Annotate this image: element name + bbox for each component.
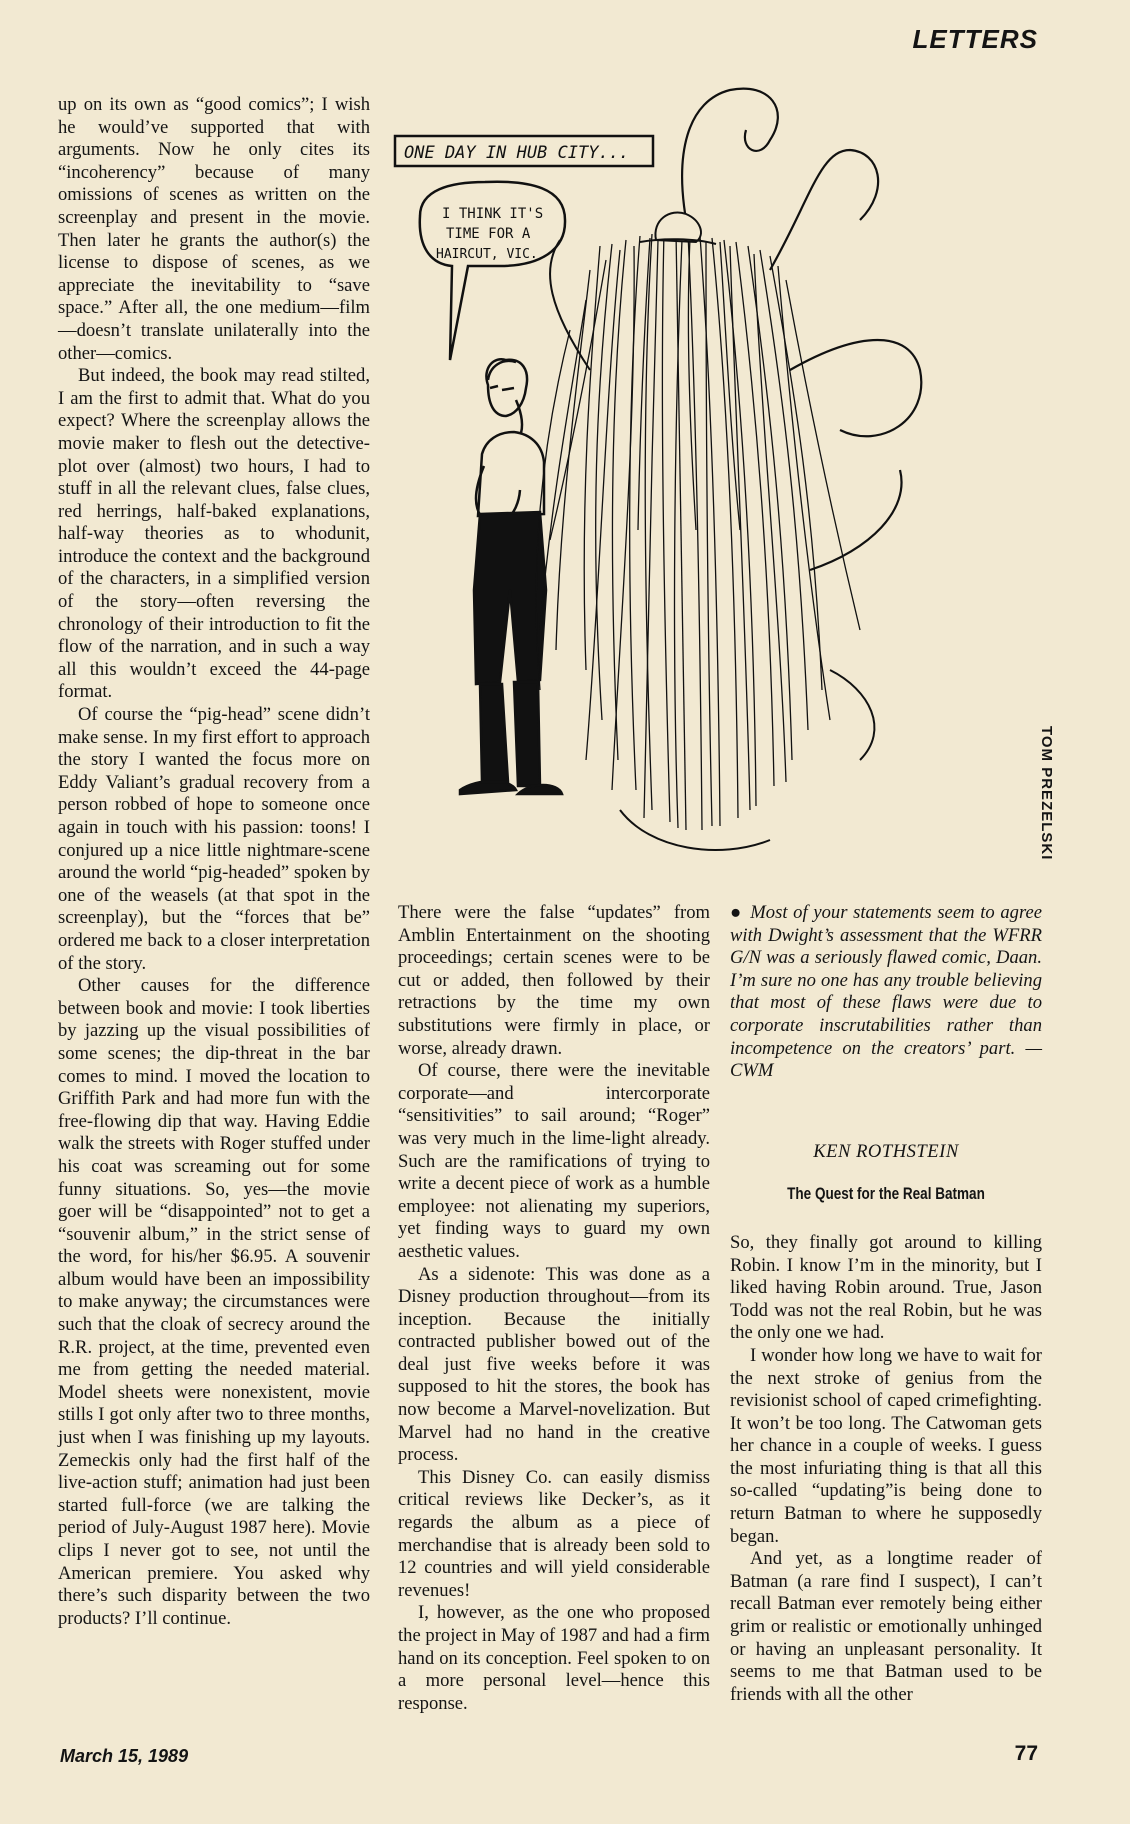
letter-title: The Quest for the Real Batman <box>787 1185 985 1204</box>
illustration-credit: TOM PREZELSKI <box>1038 726 1055 861</box>
letter-column-2 <box>398 902 710 1715</box>
paragraph: Of course the “pig-head” scene didn’t make sense. In my first effort to approach the story I wanted the focus more on Eddy Valiant’s gradual recovery from a person robbed of hope to someone once again in touch with his passion: toons! I conjured up a nice little nightmare-scene around the world “pig-headed” spoken by one of the weasels (at that spot in the screenplay), but the “forces that be” ordered me back to a closer interpretation of the story. <box>58 704 370 974</box>
letter-column-3 <box>730 902 1042 1706</box>
paragraph: So, they finally got around to killing Robin. I know I’m in the minority, but I liked having Robin around. True, Jason Todd was not the real Robin, but he was the only one we had. <box>730 1231 1042 1344</box>
paragraph: Of course, there were the inevitable corporate—and intercorporate “sensitivities” to sail around; “Roger” was very much in the lime-light already. Such are the ramifications of trying to write a decent piece of work as a humble employee: not alienating my superiors, yet finding ways to guard my own aesthetic values. <box>398 1060 710 1262</box>
paragraph: Other causes for the difference between book and movie: I took liberties by jazzing up the visual possibilities of some scenes; the dip-threat in the bar comes to mind. I moved the location to Griffith Park and had more fun with the free-flowing dip that way. Having Eddie walk the streets with Roger stuffed under his coat was screaming out for some funny situations. So, yes—the movie goer will be “disappointed” not to get a “souvenir album,” in the strict sense of the word, for his/her $6.95. A souvenir album would have been an impossibility to make anyway; the circumstances were such that the cloak of secrecy around the R.R. project, at the time, prevented even me from getting the needed material. Model sheets were nonexistent, movie stills I got only after two to three months, just when I was finishing up my layouts. Zemeckis only had the first half of the live-action stuff; animation had just been started full-force (we are talking the period of July-August 1987 here). Movie clips I never got to see, not until the American premiere. You asked why there’s such disparity between the two products? I’ll continue. <box>58 975 370 1629</box>
editor-reply-text: Most of your statements seem to agree with Dwight’s assessment that the WFRR G/N was a seriously flawed comic, Daan. I’m sure no one has any trouble believing that most of these flaws were due to corporate inscrutabilities rather than incompetence on the creators’ part. —CWM <box>730 902 1043 1082</box>
bullet-icon: ● <box>730 902 743 923</box>
hairy-creature <box>536 89 921 850</box>
page-number: 77 <box>1014 1742 1038 1765</box>
caption-text: ONE DAY IN HUB CITY... <box>404 143 630 163</box>
paragraph: There were the false “updates” from Amblin Entertainment on the shooting proceedings; certain scenes were to be cut or added, then followed by their retractions by the time my own substitutions were firmly in place, or worse, already drawn. <box>398 902 710 1059</box>
balloon-line-1: I THINK IT'S <box>442 206 544 222</box>
paragraph: This Disney Co. can easily dismiss critical reviews like Decker’s, as it regards the album as a piece of merchandise that is already been sold to 12 countries and will yield considerable revenues! <box>398 1466 710 1601</box>
letter-column-1 <box>58 94 370 1630</box>
man-figure <box>460 359 562 794</box>
cartoon-illustration <box>390 70 1090 870</box>
editor-reply <box>730 902 1042 1083</box>
paragraph: I wonder how long we have to wait for the next stroke of genius from the revisionist school of caped crimefighting. It won’t be too long. The Catwoman gets her chance in a couple of weeks. I guess the most infuriating thing is that all this so-called “updating”is being done to return Batman to where he supposedly began. <box>730 1344 1042 1547</box>
paragraph: But indeed, the book may read stilted, I am the first to admit that. What do you expect? Where the screenplay allows the movie maker to flesh out the detective-plot over (almost) two hours, I had to stuff in all the relevant clues, false clues, red herrings, half-baked explanations, half-way theories as to whodunit, introduce the context and the background of the characters, in a simplified version of the story—often reversing the chronology of their introduction to fit the flow of the narration, and in such a way all this wouldn’t exceed the 44-page format. <box>58 365 370 703</box>
balloon-line-2: TIME FOR A <box>446 226 531 242</box>
cartoon-drawing <box>390 70 1090 870</box>
section-header: LETTERS <box>912 24 1038 54</box>
paragraph: And yet, as a longtime reader of Batman (a rare find I suspect), I can’t recall Batman ever remotely being either grim or realistic or emotionally unhinged or having an unpleasant personality. It seems to me that Batman used to be friends with all the other <box>730 1548 1042 1705</box>
balloon-line-3: HAIRCUT, VIC. <box>436 247 538 262</box>
paragraph: I, however, as the one who proposed the project in May of 1987 and had a firm hand on its conception. Feel spoken to on a more personal level—hence this response. <box>398 1602 710 1714</box>
issue-date: March 15, 1989 <box>60 1746 189 1766</box>
paragraph: As a sidenote: This was done as a Disney production throughout—from its inception. Because the initially contracted publisher bowed out of the deal just five weeks before it was supposed to hit the stores, the book has now become a Marvel-novelization. But Marvel had no hand in the creative process. <box>398 1263 710 1466</box>
letter-author: KEN ROTHSTEIN <box>813 1140 959 1162</box>
paragraph: up on its own as “good comics”; I wish he would’ve supported that with arguments. Now he only cites its “incoherency” because of many omissions of scenes as written on the screenplay and present in the movie. Then later he grants the author(s) the license to dispose of scenes, as we appreciate the inevitability to “save space.” After all, the one medium—film—doesn’t translate unilaterally into the other—comics. <box>58 94 370 364</box>
